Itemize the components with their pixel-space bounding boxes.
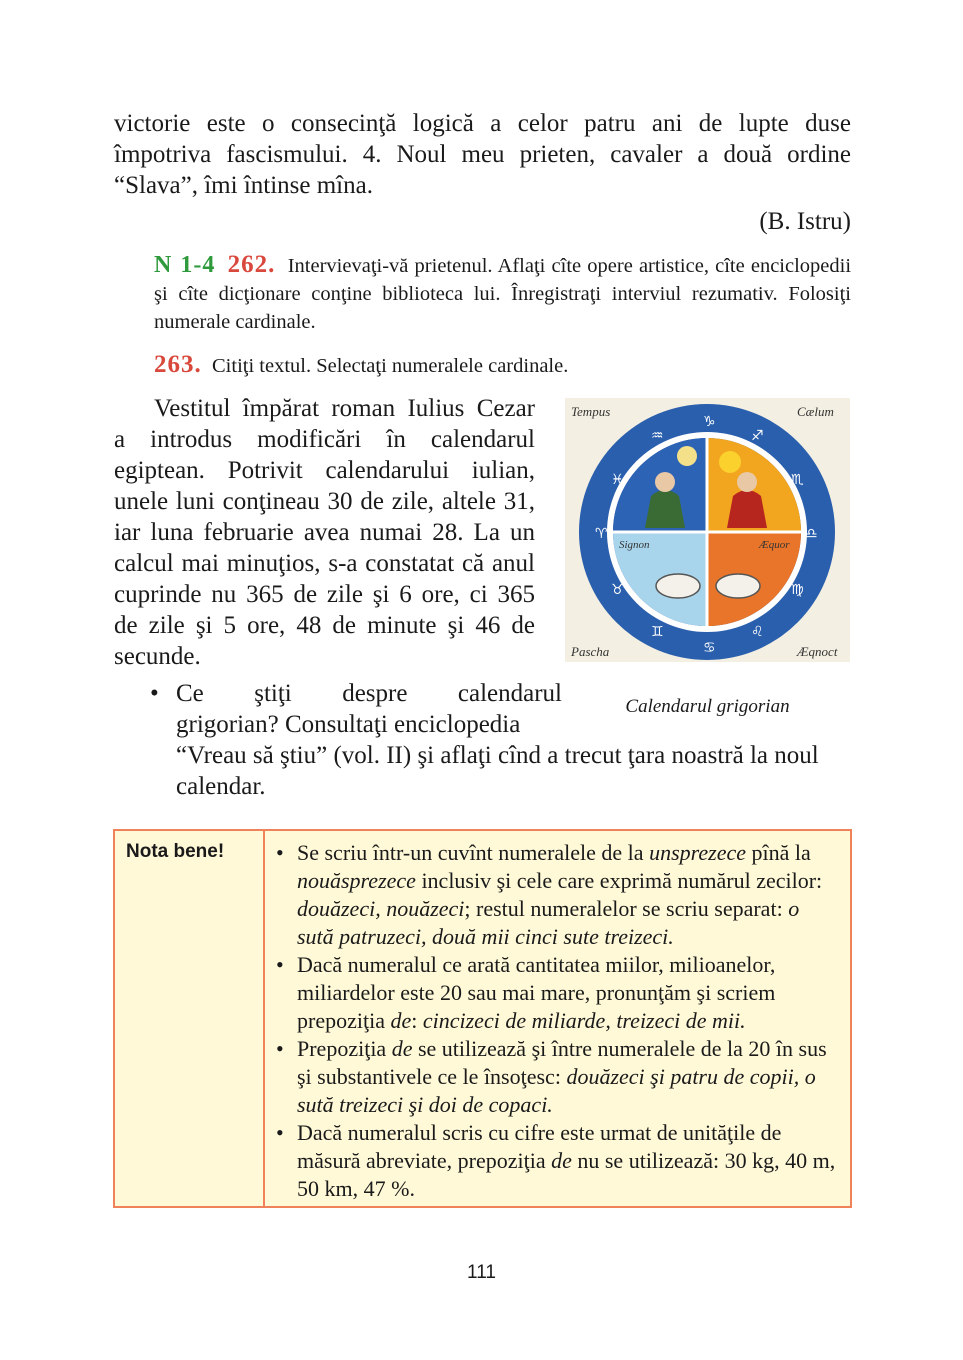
reading-line: egiptean. Potrivit calendarului iulian,: [114, 457, 535, 484]
corner-label: Æqnoct: [797, 644, 838, 659]
svg-text:♊: ♊: [651, 624, 664, 640]
inner-label: Æquor: [759, 539, 790, 551]
svg-text:♓: ♓: [611, 472, 624, 488]
intro-line-1: victorie este o consecinţă logică a celor patru ani de lupte duse: [114, 110, 851, 137]
exercise-263: [154, 351, 851, 380]
svg-text:♍: ♍: [791, 582, 804, 598]
question-line: “Vreau să ştiu” (vol. II) şi aflaţi cînd a trecut ţara noastră la noul: [176, 742, 819, 769]
rule-item: • Prepoziţia de se utilizează şi între numeralele de la 20 în sus şi substantivele ce le însoţesc: douăzeci şi patru de copii, o sută treizeci şi doi de copaci.: [276, 1036, 827, 1117]
rule-item: • Dacă numeralul ce arată cantitatea miilor, milioanelor, miliardelor este 20 sau mai mare, pronunţăm şi scriem prepoziţia de: cincizeci de miliarde, treizeci de mii.: [276, 952, 776, 1033]
level-tag: N 1-4: [154, 252, 216, 278]
author-attribution: (B. Istru): [759, 208, 851, 235]
reading-line: secunde.: [114, 643, 201, 670]
exercise-text: Intervievaţi-vă prietenul. Aflaţi cîte opere artistice, cîte enciclopedii şi cîte dicţionare conţine biblioteca lui. Înregistraţi interviul rezumativ. Folosiţi numerale cardinale.: [154, 255, 852, 333]
figure-caption: Calendarul grigorian: [625, 696, 790, 717]
exercise-text: Citiţi textul. Selectaţi numeralele cardinale.: [212, 355, 569, 377]
reading-line: iar luna februarie avea numai 28. La un: [114, 519, 535, 546]
reading-text: [114, 393, 535, 672]
question-line: Ce ştiţi despre calendarul: [176, 680, 562, 707]
reading-line: Vestitul împărat roman Iulius Cezar: [154, 395, 535, 422]
reading-line: calcul mai minuţios, s-a constatat că anul: [114, 550, 535, 577]
reading-line: a introdus modificări în calendarul: [114, 426, 535, 453]
question-line: grigorian? Consultaţi enciclopedia: [176, 711, 521, 738]
exercise-262: [154, 251, 851, 336]
gregorian-calendar-illustration: [565, 398, 850, 662]
intro-line-3: “Slava”, îmi întinse mîna.: [114, 172, 373, 199]
reading-line: unele luni conţineau 30 de zile, altele 31,: [114, 488, 535, 515]
svg-text:♒: ♒: [651, 428, 664, 444]
svg-text:♐: ♐: [751, 428, 764, 444]
corner-label: Tempus: [571, 404, 611, 419]
inner-label: Signon: [619, 539, 650, 551]
svg-text:♑: ♑: [703, 414, 716, 430]
rule-item: • Dacă numeralul scris cu cifre este urmat de unităţile de măsură abreviate, prepoziţia de nu se utilizează: 30 kg, 40 m, 50 km, 47 %.: [276, 1120, 836, 1201]
nota-label: Nota bene!: [126, 841, 225, 862]
nota-label-cell: [115, 831, 265, 1206]
corner-label: Cælum: [797, 404, 834, 419]
corner-label: Pascha: [571, 644, 610, 659]
nota-bene-box: [113, 829, 852, 1208]
svg-text:♈: ♈: [595, 526, 608, 542]
exercise-number: 262.: [227, 251, 276, 278]
svg-text:♎: ♎: [805, 526, 818, 542]
rule-item: • Se scriu într-un cuvînt numeralele de la unsprezece pînă la nouăsprezece inclusiv şi cele care exprimă numărul zecilor: douăzeci, nouăzeci; restul numeralelor se scriu separat: o sută patruzeci, două mii cinci sute treizeci.: [276, 840, 823, 949]
svg-text:♌: ♌: [751, 624, 764, 640]
intro-line-2: împotriva fascismului. 4. Noul meu prieten, cavaler a două ordine: [114, 141, 851, 168]
svg-text:♉: ♉: [611, 582, 624, 598]
page-number: 111: [467, 1262, 496, 1283]
bullet-dot: •: [150, 680, 159, 707]
svg-text:♋: ♋: [703, 640, 716, 656]
exercise-number: 263.: [154, 351, 202, 378]
question-line: calendar.: [176, 773, 266, 800]
rules-list: [273, 839, 838, 1203]
svg-text:♏: ♏: [791, 472, 804, 488]
reading-line: cuprinde nu 365 de zile şi 6 ore, ci 365: [114, 581, 535, 608]
reading-line: de zile şi 5 ore, 48 de minute şi 46 de: [114, 612, 535, 639]
